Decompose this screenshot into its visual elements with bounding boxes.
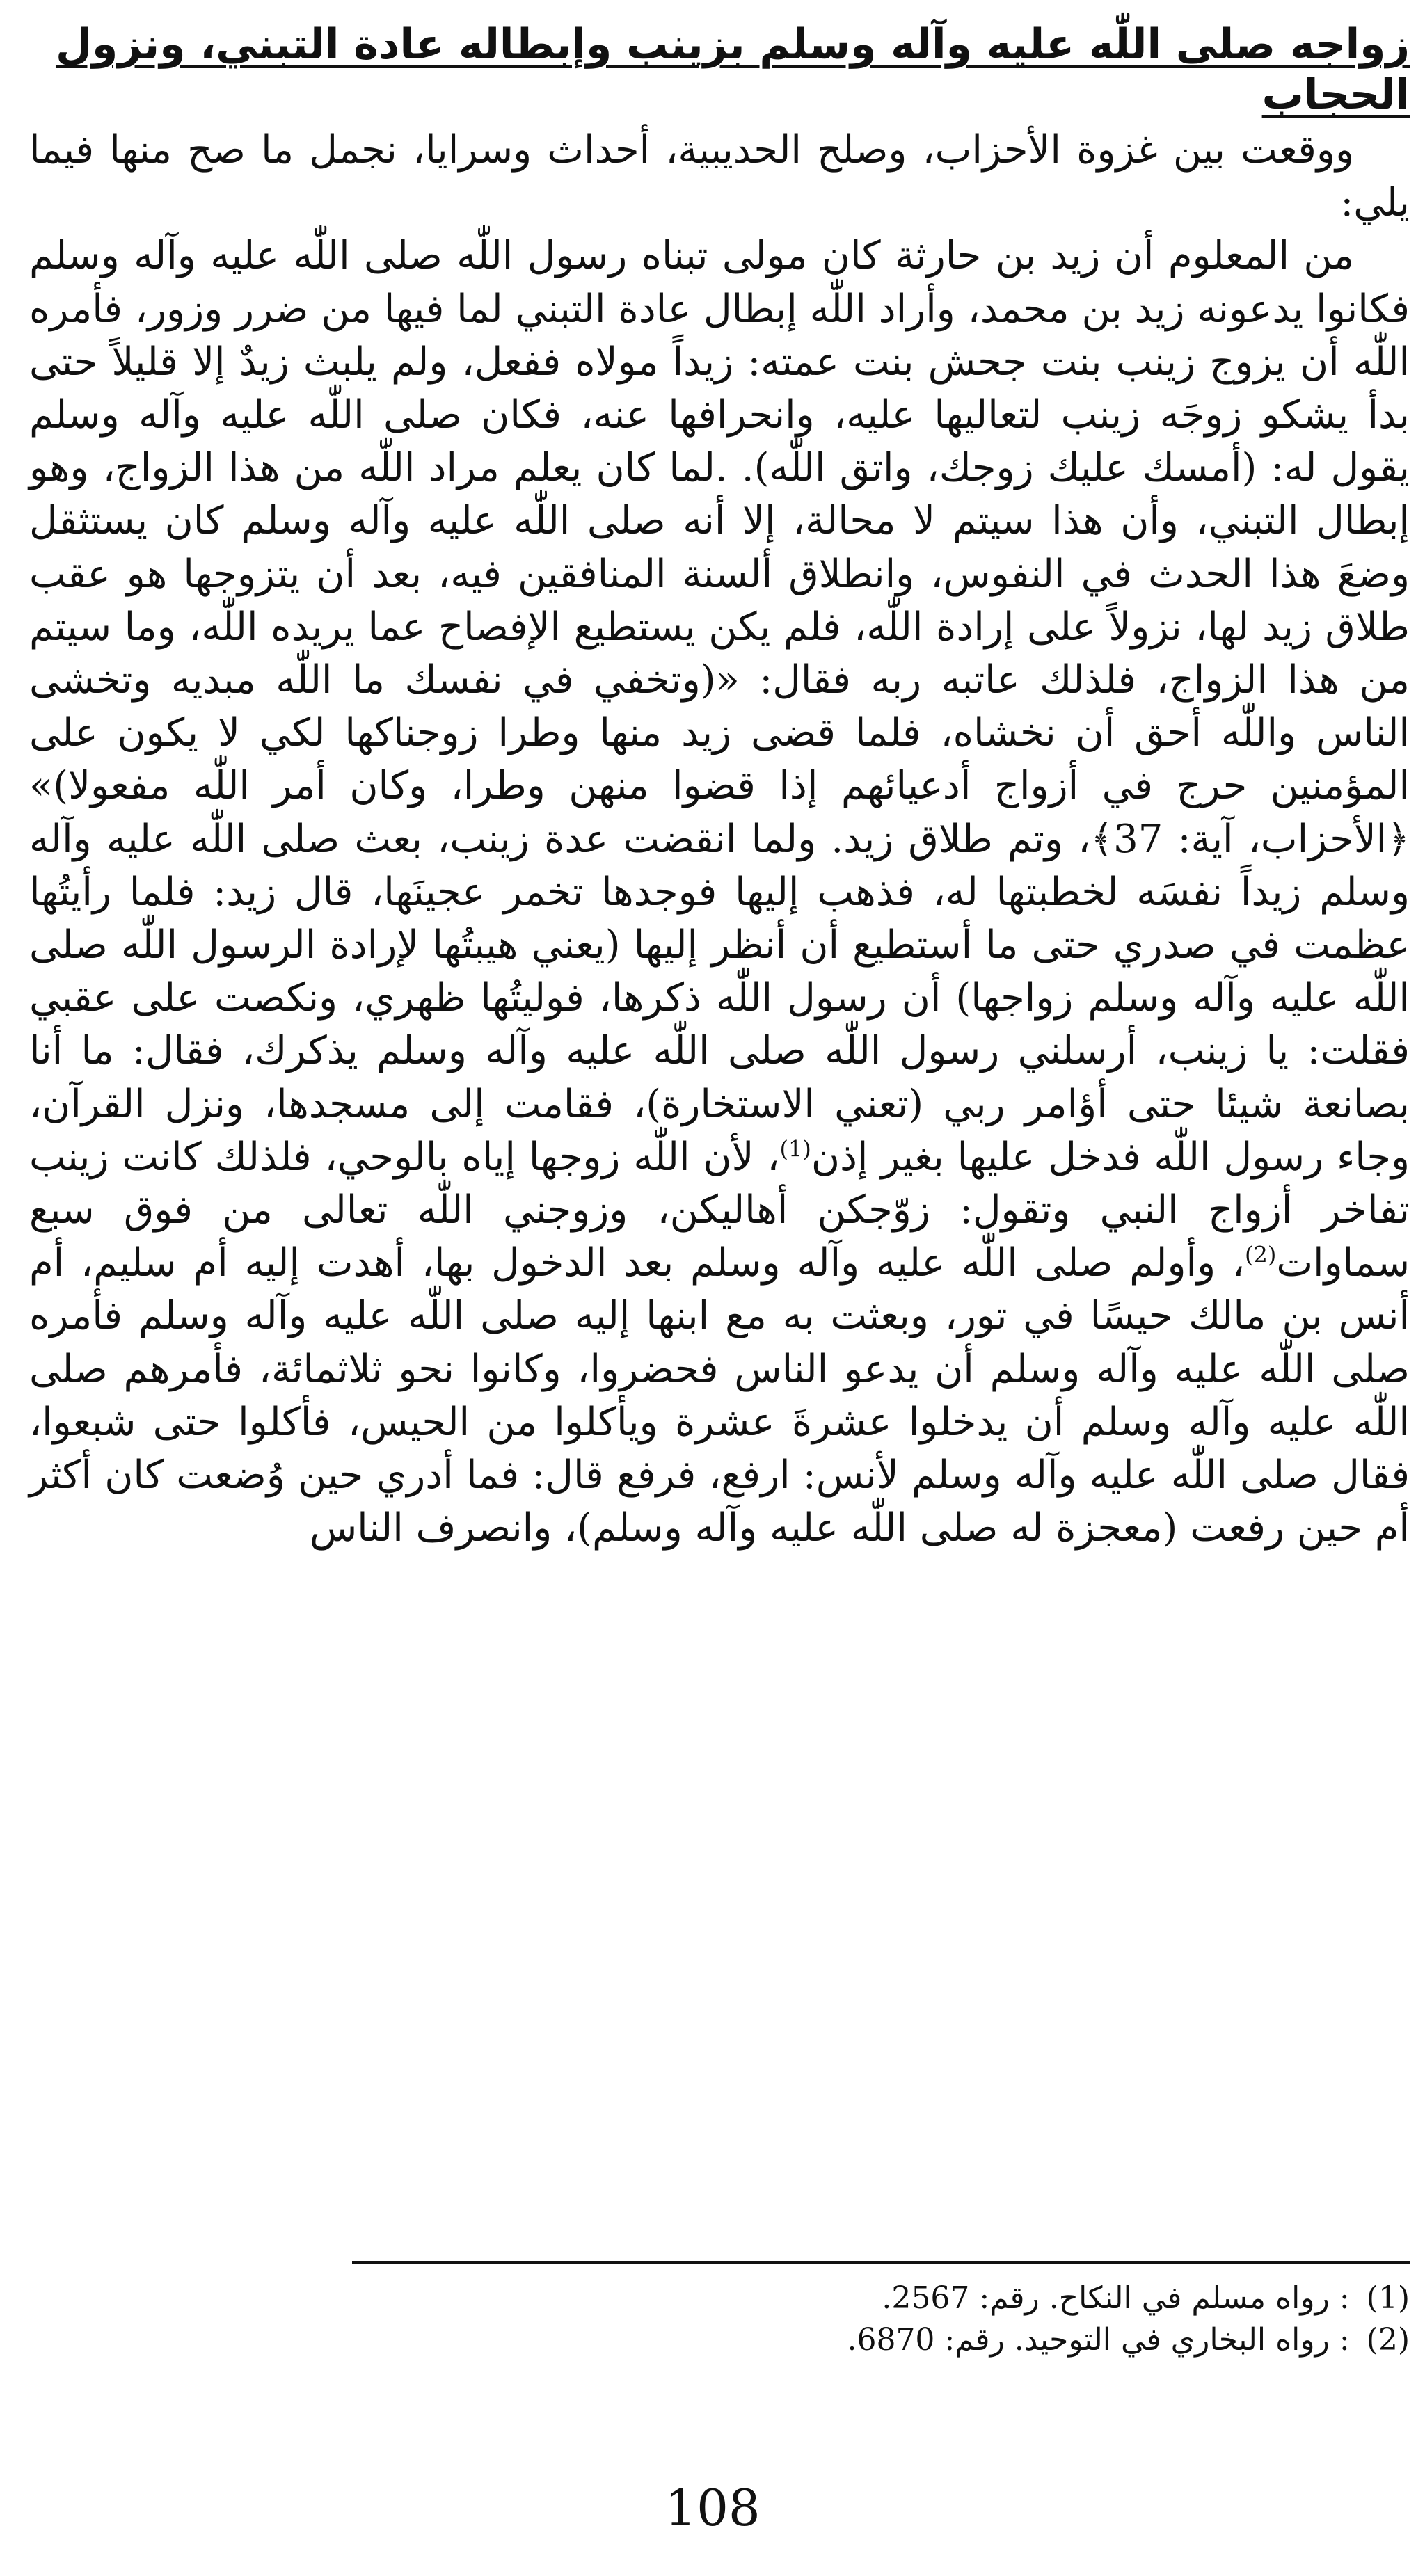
footnote-number: (2) [1366,2322,1410,2358]
footnote-separator [352,2261,1410,2264]
paragraph-text-continued: ، لأن اللّٰه زوجها إياه بالوحي، فلذلك كانت زينب تفاخر أزواج النبي وتقول: زوّجكن أهاليكن، وزوجني اللّٰه تعالى من فوق سبع سماوات [29,1134,1410,1286]
footnote-2 [29,2319,1410,2361]
footnote-text: : رواه مسلم في النكاح. رقم: 2567. [882,2280,1350,2316]
footnotes [29,2278,1410,2361]
paragraph-text: ووقعت بين غزوة الأحزاب، وصلح الحديبية، أحداث وسرايا، نجمل ما صح منها فيما يلي: [29,127,1410,226]
footnote-text: : رواه البخاري في التوحيد. رقم: 6870. [847,2322,1350,2358]
chapter-heading: زواجه صلى اللّٰه عليه وآله وسلم بزينب وإبطاله عادة التبني، ونزول الحجاب [55,20,1410,119]
footnote-1 [29,2278,1410,2319]
paragraph-text: من المعلوم أن زيد بن حارثة كان مولى تبناه رسول اللّٰه صلى اللّٰه عليه وآله وسلم فكانوا يدعونه زيد بن محمد، وأراد اللّٰه إبطال عادة التبني لما فيها من ضرر وزور، فأمره اللّٰه أن يزوج زينب بنت جحش بنت عمته: زيداً مولاه ففعل، ولم يلبث زيدٌ إلا قليلاً حتى بدأ يشكو زوجَه زينب لتعاليها عليه، وانحرافها عنه، فكان صلى اللّٰه عليه وآله وسلم يقول له: (أمسك عليك زوجك، واتق اللّٰه). .لما كان يعلم مراد اللّٰه من هذا الزواج، وهو إبطال التبني، وأن هذا سيتم لا محالة، إلا أنه صلى اللّٰه عليه وآله وسلم كان يستثقل وضعَ هذا الحدث في النفوس، وانطلاق ألسنة المنافقين فيه، بعد أن يتزوجها هو عقب طلاق زيد لها، نزولاً على إرادة اللّٰه، فلم يكن يستطيع الإفصاح عما يريده اللّٰه، وما سيتم من هذا الزواج، فلذلك عاتبه ربه فقال: «(وتخفي في نفسك ما اللّٰه مبديه وتخشى الناس واللّٰه أحق أن نخشاه، فلما قضى زيد منها وطرا زوجناكها لكي لا يكون على المؤمنين حرج في أزواج أدعيائهم إذا قضوا منهن وطرا، وكان أمر اللّٰه مفعولا)» ﴿الأحزاب، آية: 37﴾، وتم طلاق زيد. ولما انقضت عدة زينب، بعث صلى اللّٰه عليه وآله وسلم زيداً نفسَه لخطبتها له، فذهب إليها فوجدها تخمر عجينَها، قال زيد: فلما رأيتُها عظمت في صدري حتى ما أستطيع أن أنظر إليها (يعني هيبتُها لإرادة الرسول اللّٰه صلى اللّٰه عليه وآله وسلم زواجها) أن رسول اللّٰه ذكرها، فوليتُها ظهري، ونكصت على عقبي فقلت: يا زينب، أرسلني رسول اللّٰه صلى اللّٰه عليه وآله وسلم يذكرك، فقال: ما أنا بصانعة شيئا حتى أؤامر ربي (تعني الاستخارة)، فقامت إلى مسجدها، ونزل القرآن، وجاء رسول اللّٰه فدخل عليها بغير إذن [29,233,1410,1180]
paragraph-text-walima: ، وأولم صلى اللّٰه عليه وآله وسلم بعد الدخول بها، أهدت إليه أم سليم، أم أنس بن مالك حيسًا في تور، وبعثت به مع ابنها إليه صلى اللّٰه عليه وآله وسلم فأمره صلى اللّٰه عليه وآله وسلم أن يدعو الناس فحضروا، وكانوا نحو ثلاثمائة، فأمرهم صلى اللّٰه عليه وآله وسلم أن يدخلوا عشرةَ عشرة ويأكلوا من الحيس، فأكلوا حتى شبعوا، فقال صلى اللّٰه عليه وآله وسلم لأنس: ارفع، فرفع قال: فما أدري حين وُضعت كان أكثر أم حين رفعت (معجزة له صلى اللّٰه عليه وآله وسلم)، وانصرف الناس [29,1240,1410,1551]
paragraph-intro [29,124,1410,230]
paragraph-zaynab-marriage [29,230,1410,1555]
book-page [29,19,1410,2552]
body-text [29,124,1410,1555]
page-number: 108 [664,2479,761,2537]
footnote-ref-2[interactable]: (2) [1244,1241,1277,1268]
footnote-ref-1[interactable]: (1) [779,1135,811,1162]
footnote-number: (1) [1366,2280,1410,2316]
